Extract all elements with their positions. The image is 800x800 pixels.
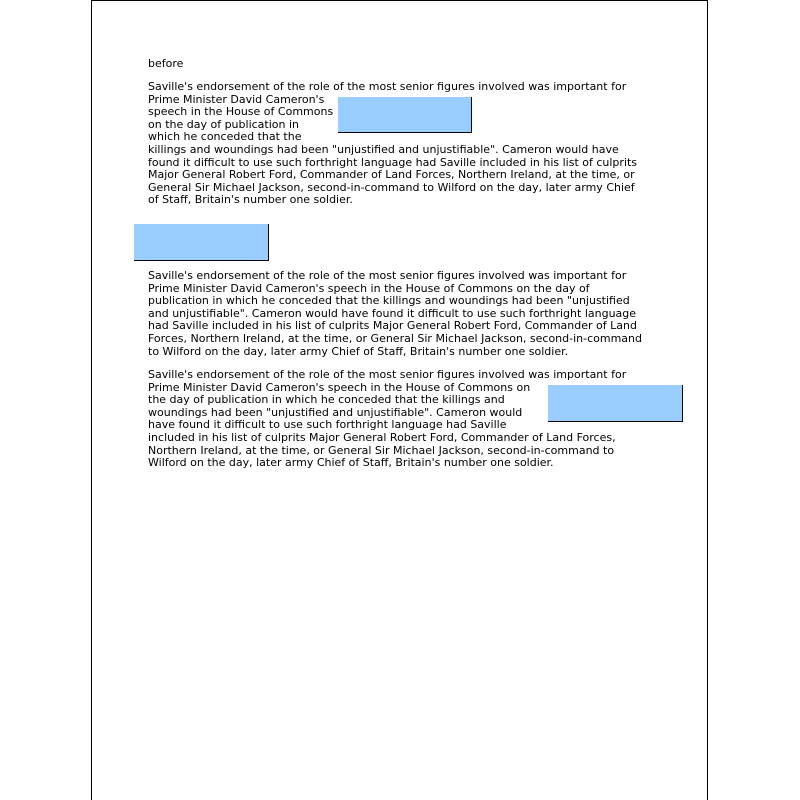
paragraph-1-line: Major General Robert Ford, Commander of Land Forces, Northern Ireland, at the time, or <box>148 168 635 182</box>
paragraph-3-line: Saville's endorsement of the role of the most senior figures involved was important for <box>148 368 627 381</box>
paragraph-2-line: publication in which he conceded that the killings and woundings had been "unjustified <box>148 294 630 308</box>
paragraph-2-line: to Wilford on the day, later army Chief of Staff, Britain's number one soldier. <box>148 344 569 358</box>
paragraph-1-line: speech in the House of Commons <box>148 105 334 119</box>
paragraph-1-line: which he conceded that the <box>148 130 302 144</box>
paragraph-3-line: the day of publication in which he conceded that the killings and <box>148 393 505 407</box>
before-label: before <box>148 57 184 70</box>
paragraph-2-line: Saville's endorsement of the role of the most senior figures involved was important for <box>148 269 627 282</box>
paragraph-1-line: Prime Minister David Cameron's <box>148 92 325 106</box>
block-box-2 <box>134 224 269 261</box>
paragraph-2-line: Forces, Northern Ireland, at the time, or General Sir Michael Jackson, second-in-command <box>148 331 643 345</box>
paragraph-1-line: found it difficult to use such forthright language had Saville included in his list of culprits <box>148 155 638 169</box>
paragraph-1-line: of Staff, Britain's number one soldier. <box>148 193 353 207</box>
floated-box-1 <box>338 97 472 133</box>
paragraph-3-line: Prime Minister David Cameron's speech in the House of Commons on <box>148 380 531 394</box>
paragraph-2 <box>148 270 642 358</box>
paragraph-3-line: woundings had been "unjustified and unjustifiable". Cameron would <box>148 405 523 419</box>
paragraph-2-line: Prime Minister David Cameron's speech in the House of Commons on the day of <box>148 281 590 295</box>
paragraph-2-line: and unjustifiable". Cameron would have found it difficult to use such forthright language <box>148 306 637 320</box>
paragraph-3-line: included in his list of culprits Major General Robert Ford, Commander of Land Forces, <box>148 430 616 444</box>
paragraph-2-line: had Saville included in his list of culprits Major General Robert Ford, Commander of Land <box>148 319 637 333</box>
paragraph-1-line: on the day of publication in <box>148 117 300 131</box>
paragraph-3-line: have found it difficult to use such forthright language had Saville <box>148 418 507 432</box>
paragraph-3-line: Wilford on the day, later army Chief of Staff, Britain's number one soldier. <box>148 456 554 470</box>
paragraph-1-line: killings and woundings had been "unjustified and unjustifiable". Cameron would have <box>148 142 619 156</box>
floated-box-3 <box>548 385 683 422</box>
paragraph-1-line: General Sir Michael Jackson, second-in-command to Wilford on the day, later army Chief <box>148 180 635 194</box>
paragraph-3-line: Northern Ireland, at the time, or General Sir Michael Jackson, second-in-command to <box>148 443 615 457</box>
paragraph-1-line: Saville's endorsement of the role of the most senior figures involved was important for <box>148 80 627 93</box>
